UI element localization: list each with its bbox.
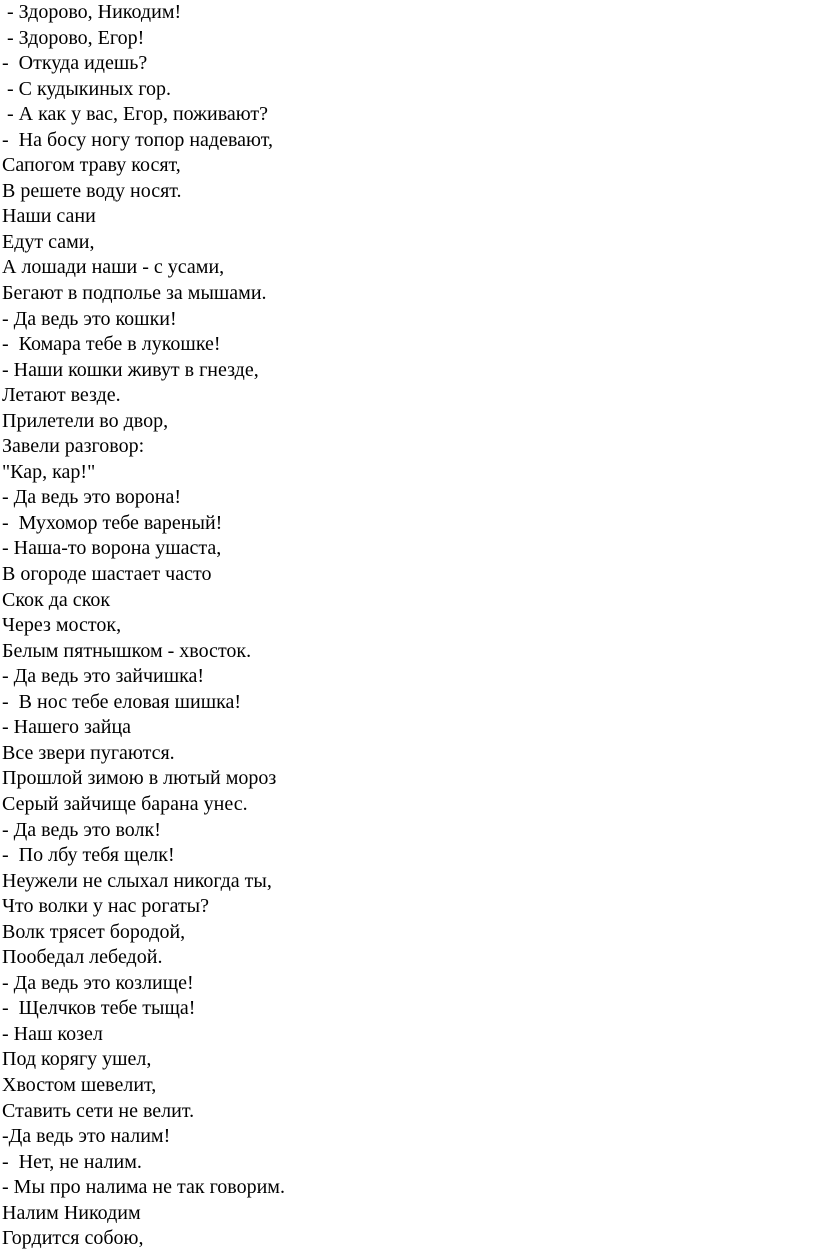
- poem-line: - А как у вас, Егор, поживают?: [2, 103, 269, 126]
- poem-line: - Здорово, Егор!: [2, 26, 145, 49]
- poem-line: Серый зайчище барана унес.: [2, 792, 248, 815]
- poem-line: - Наши кошки живут в гнезде,: [2, 358, 259, 381]
- poem-line: Летают везде.: [2, 384, 121, 407]
- poem-line: Белым пятнышком - хвосток.: [2, 639, 252, 662]
- poem-line: - Щелчков тебе тыща!: [2, 997, 196, 1020]
- poem-line: Через мосток,: [2, 614, 122, 637]
- poem-line: Гордится собою,: [2, 1227, 144, 1250]
- poem-line: - Да ведь это зайчишка!: [2, 665, 205, 688]
- poem-line: - С кудыкиных гор.: [2, 77, 172, 100]
- poem-line: Налим Никодим: [2, 1201, 141, 1224]
- poem-line: В огороде шастает часто: [2, 563, 212, 586]
- poem-line: "Кар, кар!": [2, 460, 96, 483]
- poem-line: Хвостом шевелит,: [2, 1073, 157, 1096]
- poem-line: Пообедал лебедой.: [2, 946, 163, 969]
- poem-line: Прошлой зимою в лютый мороз: [2, 767, 277, 790]
- poem-line: - Нет, не налим.: [2, 1150, 142, 1173]
- poem-line: В решете воду носят.: [2, 179, 182, 202]
- poem-line: - Да ведь это ворона!: [2, 486, 182, 509]
- poem-line: Наши сани: [2, 205, 96, 228]
- poem-line: Бегают в подполье за мышами.: [2, 282, 267, 305]
- poem-line: - Комара тебе в лукошке!: [2, 333, 221, 356]
- poem-line: Что волки у нас рогаты?: [2, 895, 209, 918]
- poem-line: Под корягу ушел,: [2, 1048, 152, 1071]
- poem-line: - Наша-то ворона ушаста,: [2, 537, 222, 560]
- poem-line: - На босу ногу топор надевают,: [2, 128, 273, 151]
- poem-line: - По лбу тебя щелк!: [2, 844, 175, 867]
- poem-line: - Да ведь это козлище!: [2, 971, 194, 994]
- poem-line: - В нос тебе еловая шишка!: [2, 690, 242, 713]
- poem-line: Неужели не слыхал никогда ты,: [2, 869, 272, 892]
- poem-line: Волк трясет бородой,: [2, 920, 186, 943]
- poem-line: - Мы про налима не так говорим.: [2, 1176, 285, 1199]
- poem-line: Скок да скок: [2, 588, 111, 611]
- poem-line: - Мухомор тебе вареный!: [2, 511, 223, 534]
- poem-line: Сапогом траву косят,: [2, 154, 181, 177]
- poem-line: Все звери пугаются.: [2, 741, 175, 764]
- poem-line: - Здорово, Никодим!: [2, 1, 182, 23]
- poem-line: - Да ведь это волк!: [2, 818, 161, 841]
- poem-line: - Нашего зайца: [2, 716, 132, 739]
- poem-text: [2, 0, 285, 1252]
- poem-line: Едут сами,: [2, 230, 95, 253]
- poem-line: - Наш козел: [2, 1022, 103, 1045]
- poem-line: Ставить сети не велит.: [2, 1099, 195, 1122]
- poem-line: Прилетели во двор,: [2, 409, 169, 432]
- poem-line: - Да ведь это кошки!: [2, 307, 177, 330]
- poem-line: -Да ведь это налим!: [2, 1125, 171, 1148]
- poem-line: Завели разговор:: [2, 435, 145, 458]
- poem-line: А лошади наши - с усами,: [2, 256, 225, 279]
- poem-line: - Откуда идешь?: [2, 52, 148, 75]
